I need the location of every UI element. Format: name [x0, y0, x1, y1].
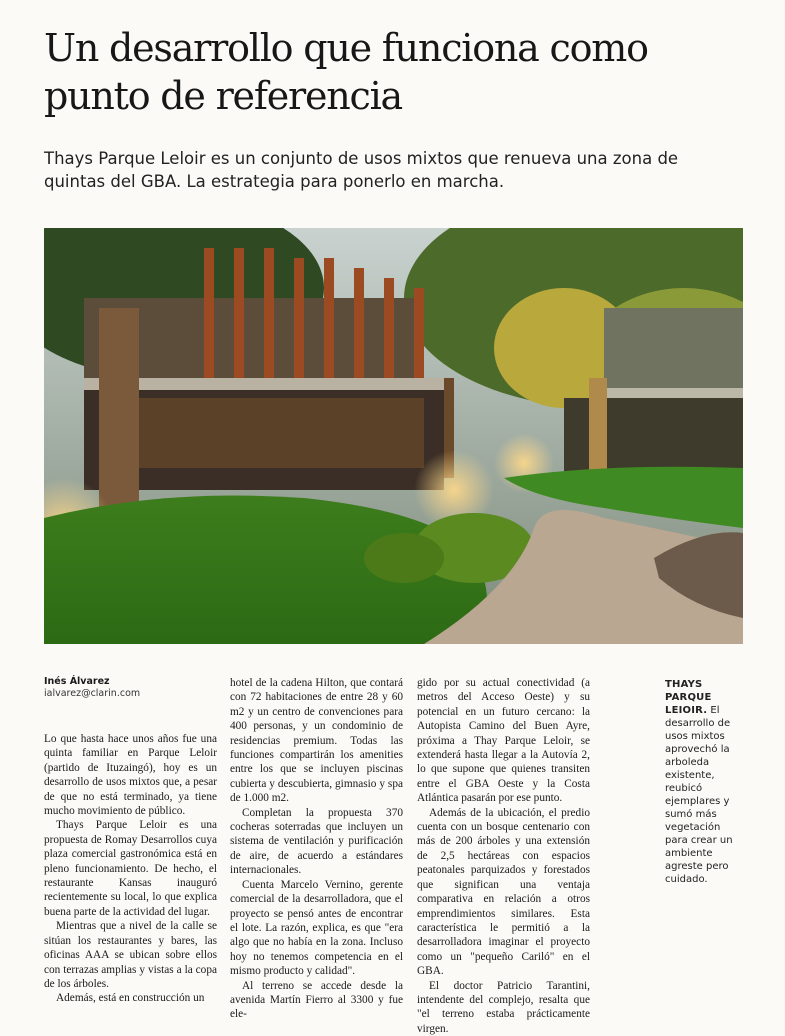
- paragraph: Además, está en construcción un: [56, 992, 205, 1005]
- paragraph: Además de la ubicación, el predio cuenta con un bosque centenario con más de 200 árboles y una extensión de 2,5 hectáreas con espacios peatonales parquizados y forestados que significan una ventaja comparativa en relación a otros emprendimientos similares. Esta característica le permitió a la desarrolladora imaginar el proyecto como un "pequeño Cariló" en el GBA.: [417, 806, 590, 978]
- paragraph: El doctor Patricio Tarantini, intendente del complejo, resalta que "el terreno estaba prácticamente virgen.: [417, 979, 590, 1035]
- article-column-3: [417, 676, 590, 1036]
- paragraph: Thays Parque Leloir es una propuesta de Romay Desarrollos cuya plaza comercial gastronómica está en pleno funcionamiento. De hecho, el restaurante Kansas inauguró recientemente su local, lo que explica buena parte de la actividad del lugar.: [44, 819, 217, 918]
- photo-of-building-and-gardens-icon: [44, 228, 743, 644]
- paragraph: gido por su actual conectividad (a metros del Acceso Oeste) y su potencial en un futuro cercano: la Autopista Camino del Buen Ayre, próxima a Thay Parque Leloir, se extenderá hasta llegar a la Autovía 2, lo que supone que quienes transiten entre el GBA Oeste y la Costa Atlántica pasarán por ese punto.: [417, 677, 590, 805]
- headline: Un desarrollo que funciona como punto de referencia: [44, 26, 648, 118]
- caption-text: El desarrollo de usos mixtos aprovechó la arboleda existente, reubicó ejemplares y sumó más vegetación para crear un ambiente agreste pero cuidado.: [665, 705, 733, 885]
- article-column-2: [230, 676, 403, 1022]
- author-name: Inés Álvarez: [44, 676, 110, 687]
- photo-caption: [665, 678, 743, 886]
- subheadline: Thays Parque Leloir es un conjunto de usos mixtos que renueva una zona de quintas del GBA. La estrategia para ponerlo en marcha.: [44, 149, 679, 191]
- byline: [44, 676, 224, 700]
- paragraph: Cuenta Marcelo Vernino, gerente comercial de la desarrolladora, que el proyecto se pensó antes de encontrar el lote. La razón, explica, es que "era algo que no había en la zona. Incluso hoy no tenemos competencia en el mismo producto y calidad".: [230, 878, 403, 978]
- paragraph: Lo que hasta hace unos años fue una quinta familiar en Parque Leloir (partido de Ituzaingó), hoy es un desarrollo de usos mixtos que, a pesar de que no está terminado, ya tiene mucho movimiento de público.: [44, 733, 217, 818]
- author-email[interactable]: ialvarez@clarin.com: [44, 688, 141, 699]
- paragraph: hotel de la cadena Hilton, que contará con 72 habitaciones de entre 28 y 60 m2 y un centro de convenciones para 400 personas, y un condominio de residencias premium. Todas las funciones compartirán los amenities entre los que se incluyen piscinas cubierta y descubierta, gimnasio y spa de 1.000 m2.: [230, 677, 403, 805]
- paragraph: Mientras que a nivel de la calle se sitúan los restaurantes y bares, las oficinas AAA se ubican sobre ellos con terrazas amplias y vistas a la copa de los árboles.: [44, 920, 217, 990]
- paragraph: Al terreno se accede desde la avenida Martín Fierro al 3300 y fue ele-: [230, 979, 403, 1021]
- paragraph: Completan la propuesta 370 cocheras soterradas que incluyen un sistema de ventilación y purificación de aire, de acuerdo a estándares internacionales.: [230, 806, 403, 877]
- article-column-1: [44, 732, 217, 1006]
- article-photo: [44, 228, 743, 644]
- caption-lead: THAYS PARQUE LEIOIR.: [665, 679, 712, 716]
